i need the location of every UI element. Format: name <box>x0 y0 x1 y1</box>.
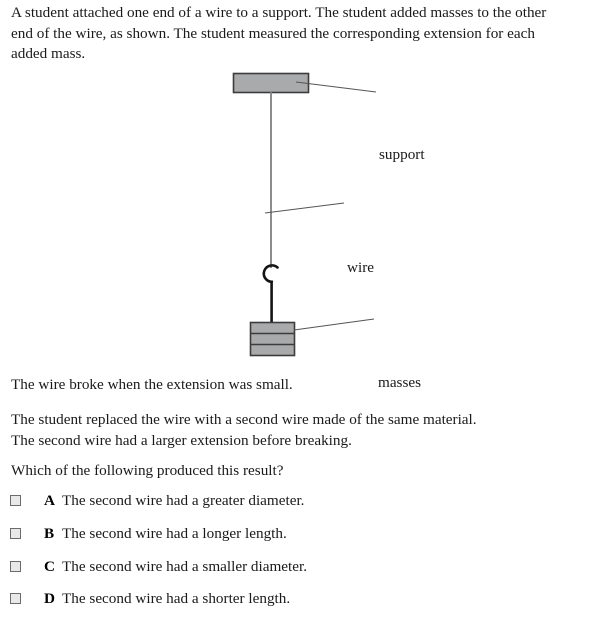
checkbox-option-b[interactable] <box>10 528 21 539</box>
checkbox-option-d[interactable] <box>10 593 21 604</box>
intro-line-1: A student attached one end of a wire to a support. The student added masses to the other <box>11 4 547 21</box>
statement-wire-broke-line-1: The wire broke when the extension was small. <box>11 376 293 393</box>
option-row-d[interactable] <box>0 590 603 623</box>
option-letter-d: D <box>44 590 55 608</box>
option-text-b: The second wire had a longer length. <box>62 524 287 542</box>
intro-paragraph <box>11 3 599 65</box>
diagram-svg <box>0 60 603 370</box>
statement-replaced-wire <box>11 410 477 451</box>
option-text-a: The second wire had a greater diameter. <box>62 492 305 509</box>
support-label: support <box>379 146 425 163</box>
option-row-a[interactable] <box>0 492 603 525</box>
question-prompt-line-1: Which of the following produced this result? <box>11 462 284 479</box>
masses-block <box>251 323 295 356</box>
wire-leader-line <box>265 203 344 213</box>
intro-line-3: added mass. <box>11 45 86 62</box>
checkbox-option-c[interactable] <box>10 561 21 572</box>
masses-label: masses <box>378 374 422 391</box>
option-letter-a: A <box>44 492 55 509</box>
option-text-d: The second wire had a shorter length. <box>62 590 291 608</box>
checkbox-option-a[interactable] <box>10 495 21 506</box>
intro-line-2: end of the wire, as shown. The student measured the corresponding extension for each <box>11 24 535 42</box>
option-row-c[interactable] <box>0 558 603 591</box>
statement-wire-broke <box>11 375 293 396</box>
option-text-c: The second wire had a smaller diameter. <box>62 557 308 575</box>
answer-options-list <box>0 492 603 623</box>
question-prompt <box>11 461 283 482</box>
option-letter-b: B <box>44 524 55 542</box>
statement-replaced-wire-line-1: The student replaced the wire with a second wire made of the same material. <box>11 411 477 428</box>
masses-leader-line <box>294 319 374 330</box>
option-row-b[interactable] <box>0 525 603 558</box>
option-letter-c: C <box>44 557 55 575</box>
wire-label: wire <box>347 259 374 276</box>
statement-replaced-wire-line-2: The second wire had a larger extension before breaking. <box>11 431 352 449</box>
support-block <box>234 74 309 93</box>
